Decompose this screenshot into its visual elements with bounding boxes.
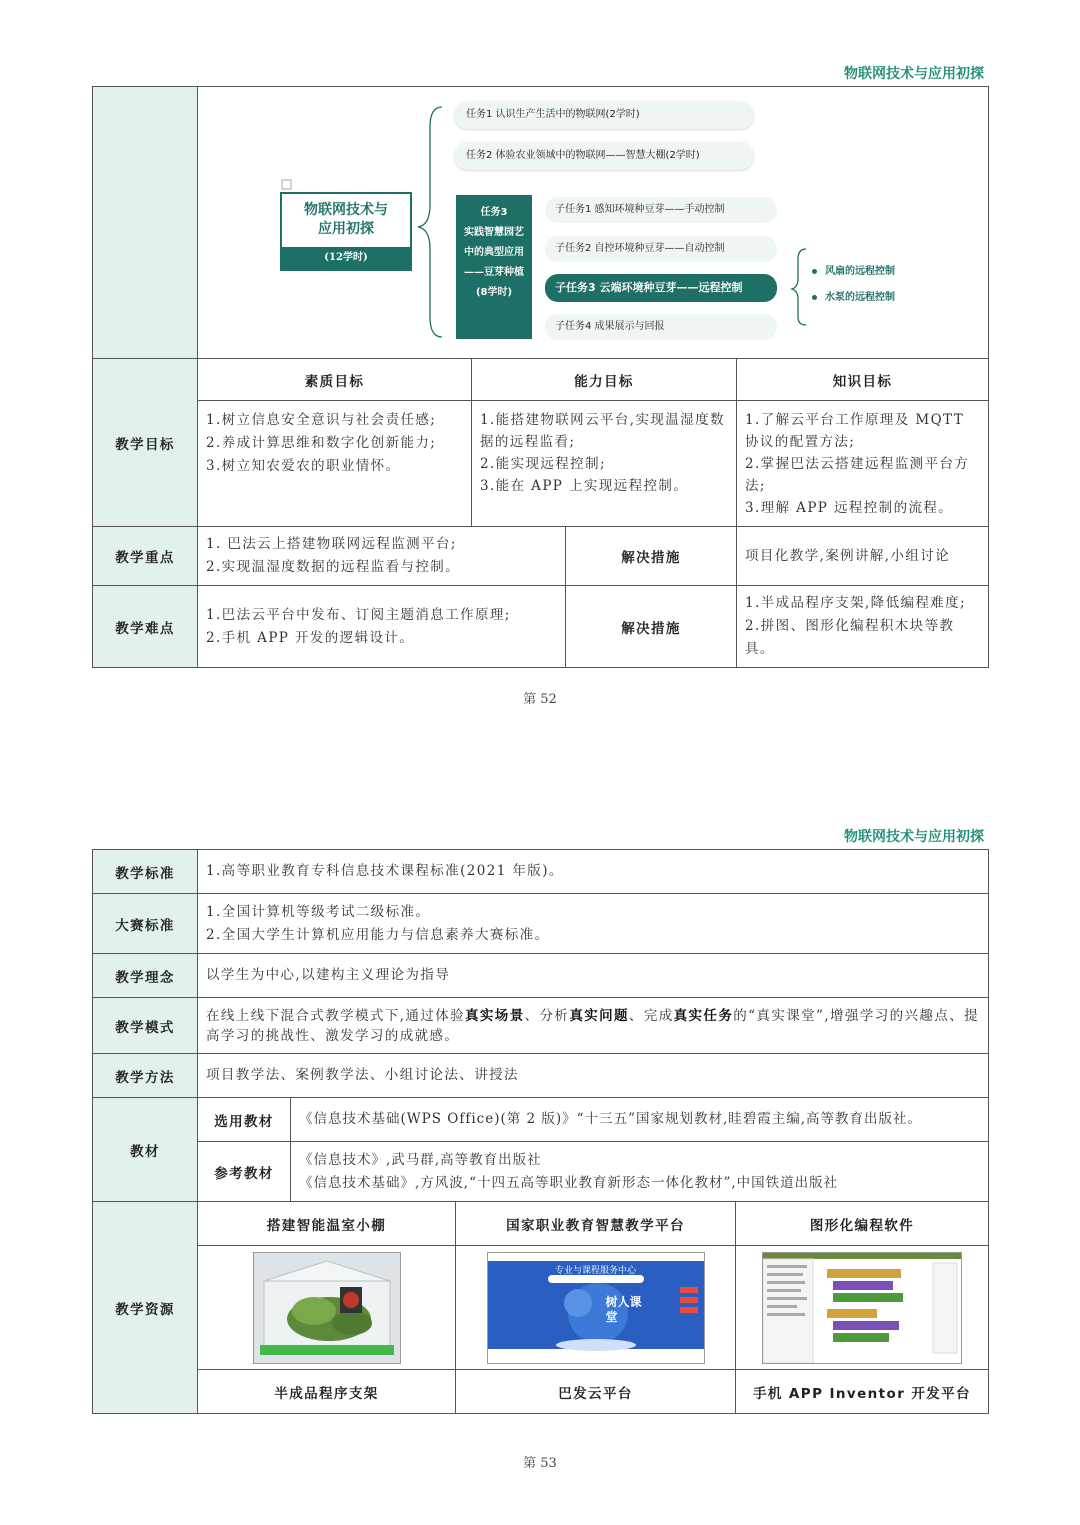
- task2-node: 任务2 体验农业领域中的物联网——智慧大棚(2学时): [454, 142, 754, 170]
- standard-text: 1.高等职业教育专科信息技术课程标准(2021 年版)。: [198, 850, 989, 894]
- reference-item: 《信息技术》,武马群,高等教育出版社: [299, 1151, 542, 1168]
- platform-screenshot: [487, 1252, 705, 1364]
- mode-emphasis: 真实问题: [569, 1007, 629, 1024]
- resource-header-platform: 国家职业教育智慧教学平台: [456, 1202, 736, 1246]
- resource-header-software: 图形化编程软件: [736, 1202, 989, 1246]
- page-53: [0, 760, 1080, 1525]
- subtask4-node: 子任务4 成果展示与回报: [545, 314, 777, 340]
- difficulties-content: [198, 586, 566, 668]
- reference-textbooks: [291, 1142, 989, 1202]
- running-header: 物联网技术与应用初探: [844, 66, 984, 82]
- course-table-1: [92, 86, 989, 668]
- mode-emphasis: 真实场景: [465, 1007, 525, 1024]
- subtask2-node: 子任务2 自控环境种豆芽——自动控制: [545, 236, 777, 262]
- competition-item: 1.全国计算机等级考试二级标准。: [206, 903, 431, 920]
- bullet-dot: [812, 295, 817, 300]
- greenhouse-photo: [253, 1252, 401, 1364]
- page-number: 第 52: [523, 692, 557, 707]
- objective-item: 2.能实现远程控制;: [480, 456, 606, 472]
- philosophy-label: 教学理念: [93, 954, 198, 998]
- subtask3-node-active: 子任务3 云端环境种豆芽——远程控制: [545, 274, 777, 302]
- task1-node: 任务1 认识生产生活中的物联网(2学时): [454, 101, 754, 129]
- course-mindmap: [198, 87, 987, 358]
- philosophy-text: 以学生为中心,以建构主义理论为指导: [198, 954, 989, 998]
- selected-textbook-label: 选用教材: [198, 1098, 291, 1142]
- difficulty-item: 2.手机 APP 开发的逻辑设计。: [206, 629, 415, 646]
- page-52: [0, 0, 1080, 760]
- running-header: 物联网技术与应用初探: [844, 829, 984, 845]
- key-point-item: 1. 巴法云上搭建物联网远程监测平台;: [206, 536, 457, 552]
- objective-item: 3.理解 APP 远程控制的流程。: [745, 500, 954, 516]
- leaf-pump-control: [812, 288, 895, 303]
- page-number: 第 53: [523, 1456, 557, 1471]
- objectives-label: 教学目标: [93, 359, 198, 527]
- objective-item: 2.掌握巴法云搭建远程监测平台方法;: [745, 456, 970, 494]
- quality-header: 素质目标: [198, 359, 472, 401]
- leaf-label: 水泵的远程控制: [825, 292, 895, 303]
- solution-item: 1.半成品程序支架,降低编程难度;: [745, 595, 967, 611]
- key-points-label: 教学重点: [93, 527, 198, 586]
- mode-label: 教学模式: [93, 998, 198, 1054]
- task3-line: 中的典型应用: [464, 247, 524, 258]
- root-hours: (12学时): [282, 247, 410, 269]
- leaf-fan-control: [812, 262, 895, 277]
- key-point-item: 2.实现温湿度数据的远程监看与控制。: [206, 559, 461, 575]
- methods-label: 教学方法: [93, 1054, 198, 1098]
- root-title-line2: 应用初探: [318, 221, 374, 237]
- block-editor-illustration: [763, 1253, 961, 1363]
- resources-label: 教学资源: [93, 1202, 198, 1414]
- solution-item: 2.拼图、图形化编程积木块等教具。: [745, 618, 955, 657]
- standard-label: 教学标准: [93, 850, 198, 894]
- mindmap-root-node: [280, 192, 412, 271]
- reference-textbook-label: 参考教材: [198, 1142, 291, 1202]
- resource-footer-scaffold: 半成品程序支架: [198, 1370, 456, 1414]
- task3-line: ——豆芽种植: [464, 267, 524, 278]
- competition-content: [198, 894, 989, 954]
- platform-screenshot-cell: [456, 1246, 736, 1370]
- software-screenshot-cell: [736, 1246, 989, 1370]
- mode-emphasis: 真实任务: [673, 1007, 734, 1024]
- greenhouse-photo-cell: [198, 1246, 456, 1370]
- resource-footer-cloud: 巴发云平台: [456, 1370, 736, 1414]
- mindmap-cell: [198, 87, 989, 359]
- objective-item: 1.树立信息安全意识与社会责任感;: [206, 412, 437, 428]
- difficulties-solution: [737, 586, 989, 668]
- key-points-solution-label: 解决措施: [566, 527, 737, 586]
- resource-footer-app-inventor: 手机 APP Inventor 开发平台: [736, 1370, 989, 1414]
- difficulties-solution-label: 解决措施: [566, 586, 737, 668]
- leaf-label: 风扇的远程控制: [825, 266, 895, 277]
- mode-text-part: 、分析: [524, 1007, 570, 1024]
- knowledge-objectives: [737, 401, 989, 527]
- mindmap-label-cell: [93, 87, 198, 359]
- ability-header: 能力目标: [472, 359, 737, 401]
- task3-line: 实践智慧园艺: [464, 227, 524, 238]
- mode-text: [198, 998, 989, 1054]
- objective-item: 1.能搭建物联网云平台,实现温湿度数据的远程监看;: [480, 412, 725, 450]
- bullet-dot: [812, 269, 817, 274]
- competition-label: 大赛标准: [93, 894, 198, 954]
- objective-item: 3.树立知农爱农的职业情怀。: [206, 458, 401, 474]
- platform-banner-text: 专业与课程服务中心: [554, 1265, 636, 1276]
- reference-item: 《信息技术基础》,方风波,“十四五高等职业教育新形态一体化教材”,中国铁道出版社: [299, 1174, 839, 1191]
- objective-item: 2.养成计算思维和数字化创新能力;: [206, 435, 437, 451]
- mode-text-part: 、完成: [628, 1007, 674, 1024]
- objective-item: 1.了解云平台工作原理及 MQTT 协议的配置方法;: [745, 412, 965, 450]
- textbooks-label: 教材: [93, 1098, 198, 1202]
- task3-line: (8学时): [475, 287, 513, 298]
- course-table-2: [92, 849, 989, 1414]
- key-points-solution: 项目化教学,案例讲解,小组讨论: [737, 527, 989, 586]
- knowledge-header: 知识目标: [737, 359, 989, 401]
- ability-objectives: [472, 401, 737, 527]
- selected-textbook: 《信息技术基础(WPS Office)(第 2 版)》“十三五”国家规划教材,眭碧霞主编,高等教育出版社。: [291, 1098, 989, 1142]
- software-screenshot: [762, 1252, 962, 1364]
- difficulty-item: 1.巴法云平台中发布、订阅主题消息工作原理;: [206, 606, 511, 623]
- quality-objectives: [198, 401, 472, 527]
- task3-line: 任务3: [480, 207, 508, 218]
- resource-header-greenhouse: 搭建智能温室小棚: [198, 1202, 456, 1246]
- mode-text-part: 在线上线下混合式教学模式下,通过体验: [206, 1007, 465, 1024]
- key-points-content: [198, 527, 566, 586]
- task3-node: [456, 195, 532, 339]
- root-title-line1: 物联网技术与: [304, 202, 388, 218]
- methods-text: 项目教学法、案例教学法、小组讨论法、讲授法: [198, 1054, 989, 1098]
- competition-item: 2.全国大学生计算机应用能力与信息素养大赛标准。: [206, 926, 550, 943]
- greenhouse-illustration: [254, 1253, 400, 1363]
- subtask1-node: 子任务1 感知环境种豆芽——手动控制: [545, 197, 777, 223]
- difficulties-label: 教学难点: [93, 586, 198, 668]
- platform-overlay-text: 树人课堂: [605, 1294, 642, 1324]
- objective-item: 3.能在 APP 上实现远程控制。: [480, 478, 689, 494]
- mode-text-part: 的“真实课堂”,增强学习的兴趣点、提高学习的挑战性、激发学习的成就感。: [206, 1007, 980, 1044]
